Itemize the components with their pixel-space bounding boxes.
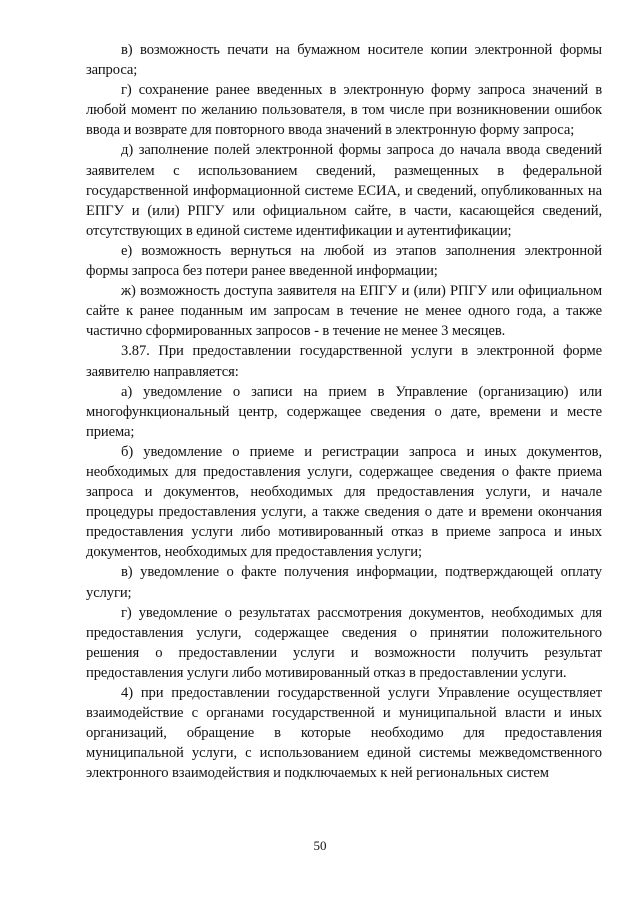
page-number: 50: [313, 838, 327, 853]
paragraph-autofill: д) заполнение полей электронной формы запроса до начала ввода сведений заявителем с использованием сведений, размещенных в федеральной государственной информационной системе ЕСИА, и сведений, опубликованных на ЕПГУ и (или) РПГУ или официальном сайте, в части, касающейся сведений, отсутствующих в единой системе идентификации и аутентификации;: [86, 142, 602, 239]
paragraph-appointment-notice: а) уведомление о записи на прием в Управление (организацию) или многофункциональный центр, содержащее сведения о дате, времени и месте приема;: [86, 383, 602, 440]
paragraph-section-3-87: 3.87. При предоставлении государственной услуги в электронной форме заявителю направляется:: [86, 343, 602, 380]
paragraph-print-copy: в) возможность печати на бумажном носителе копии электронной формы запроса;: [86, 42, 602, 79]
paragraph-save-values: г) сохранение ранее введенных в электронную форму запроса значений в любой момент по желанию пользователя, в том числе при возникновении ошибок ввода и возврате для повторного ввода значений в электронную форму запроса;: [86, 82, 602, 139]
paragraph-registration-notice: б) уведомление о приеме и регистрации запроса и иных документов, необходимых для предоставления услуги, содержащее сведения о факте приема запроса и документов, необходимых для предоставления услуги, и начале процедуры предоставления услуги, а также сведения о дате и времени окончания предоставления услуги либо мотивированный отказ в приеме запроса и иных документов, необходимых для предоставления услуги;: [86, 443, 602, 561]
paragraph-interaction: 4) при предоставлении государственной услуги Управление осуществляет взаимодействие с органами государственной и муниципальной власти и иных организаций, обращение в которые необходимо для предоставления муниципальной услуги, с использованием единой системы межведомственного электронного взаимодействия и подключаемых к ней региональных систем: [86, 685, 602, 782]
document-body: [86, 40, 602, 783]
paragraph-payment-notice: в) уведомление о факте получения информации, подтверждающей оплату услуги;: [86, 564, 602, 601]
paragraph-result-notice: г) уведомление о результатах рассмотрения документов, необходимых для предоставления услуги, содержащее сведения о принятии положительного решения о предоставлении услуги и возможности получить результат предоставления услуги либо мотивированный отказ в предоставлении услуги.: [86, 604, 602, 681]
paragraph-access-requests: ж) возможность доступа заявителя на ЕПГУ и (или) РПГУ или официальном сайте к ранее поданным им запросам в течение не менее одного года, а также частично сформированных запросов - в течение не менее 3 месяцев.: [86, 283, 602, 340]
paragraph-return-step: е) возможность вернуться на любой из этапов заполнения электронной формы запроса без потери ранее введенной информации;: [86, 242, 602, 280]
